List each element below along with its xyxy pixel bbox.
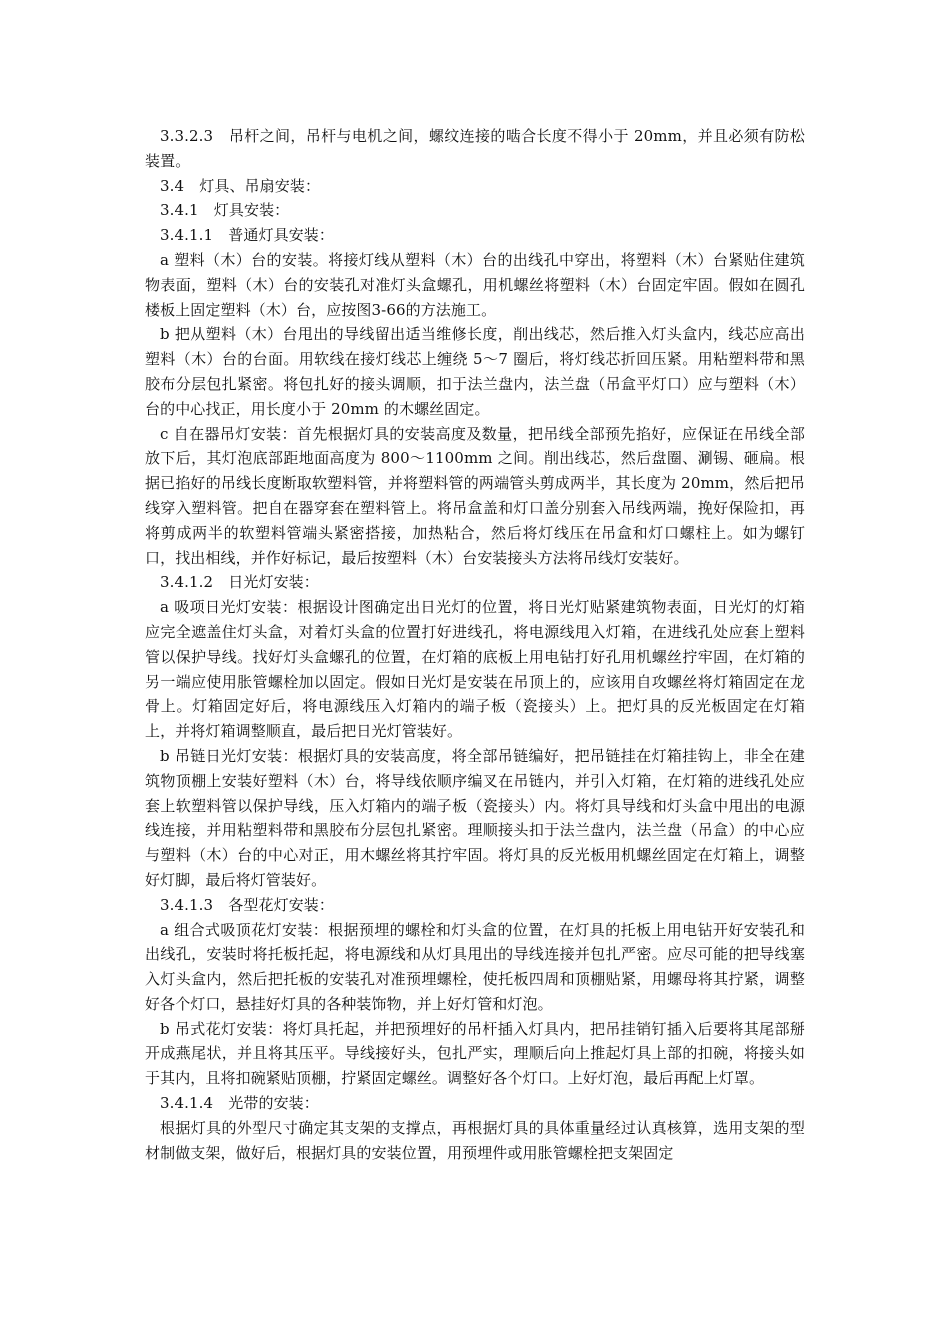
section-heading-3-4-1-4: 3.4.1.4 光带的安装： [160,1094,319,1113]
document-body [145,124,805,1165]
paragraph-3-4-1-2-b: b 吊链日光灯安装：根据灯具的安装高度，将全部吊链编好，把吊链挂在灯箱挂钩上，非全在建筑物顶棚上安装好塑料（木）台，将导线依顺序编叉在吊链内，并引入灯箱，在灯箱的进线孔处应套上软塑料管以保护导线，压入灯箱内的端子板（瓷接头）内。将灯具导线和灯头盒中甩出的电源线连接，并用粘塑料带和黑胶布分层包扎紧密。理顺接头扣于法兰盘内，法兰盘（吊盒）的中心应与塑料（木）台的中心对正，用木螺丝将其拧牢固。将灯具的反光板用机螺丝固定在灯箱上，调整好灯脚，最后将灯管装好。 [145,746,805,889]
section-heading-3-4-1: 3.4.1 灯具安装： [160,201,290,220]
section-heading-3-4-1-1: 3.4.1.1 普通灯具安装： [160,226,334,245]
paragraph-3-4-1-2-a: a 吸项日光灯安装：根据设计图确定出日光灯的位置，将日光灯贴紧建筑物表面，日光灯的灯箱应完全遮盖住灯头盒，对着灯头盒的位置打好进线孔，将电源线甩入灯箱，在进线孔处应套上塑料管以保护导线。找好灯头盒螺孔的位置，在灯箱的底板上用电钻打好孔用机螺丝拧牢固，在灯箱的另一端应使用胀管螺栓加以固定。假如日光灯是安装在吊顶上的，应该用自攻螺丝将灯箱固定在龙骨上。灯箱固定好后，将电源线压入灯箱内的端子板（瓷接头）上。把灯具的反光板固定在灯箱上，并将灯箱调整顺直，最后把日光灯管装好。 [145,598,805,741]
paragraph-3-4-1-1-b: b 把从塑料（木）台甩出的导线留出适当维修长度，削出线芯，然后推入灯头盒内，线芯应高出塑料（木）台的台面。用软线在接灯线芯上缠绕 5～7 圈后，将灯线芯折回压紧。用粘塑料带和黑胶布分层包扎紧密。将包扎好的接头调顺，扣于法兰盘内，法兰盘（吊盒平灯口）应与塑料（木）台的中心找正，用长度小于 20mm 的木螺丝固定。 [145,325,805,418]
paragraph-3-4-1-1-c: c 自在器吊灯安装：首先根据灯具的安装高度及数量，把吊线全部预先掐好，应保证在吊线全部放下后，其灯泡底部距地面高度为 800～1100mm 之间。削出线芯，然后盘圈、涮锡、砸扁。根据已掐好的吊线长度断取软塑料管，并将塑料管的两端管头剪成两半，其长度为 20mm，然后把吊线穿入塑料管。把自在器穿套在塑料管上。将吊盒盖和灯口盖分别套入吊线两端，挽好保险扣，再将剪成两半的软塑料管端头紧密搭接，加热粘合，然后将灯线压在吊盒和灯口螺柱上。如为螺钉口，找出相线，并作好标记，最后按塑料（木）台安装接头方法将吊线灯安装好。 [145,424,805,567]
section-heading-3-4-1-2: 3.4.1.2 日光灯安装： [160,573,319,592]
section-heading-3-4: 3.4 灯具、吊扇安装： [160,176,321,195]
paragraph-3-4-1-4: 根据灯具的外型尺寸确定其支架的支撑点，再根据灯具的具体重量经过认真核算，选用支架的型材制做支架，做好后，根据灯具的安装位置，用预埋件或用胀管螺栓把支架固定 [145,1118,805,1162]
paragraph-3-4-1-1-a: a 塑料（木）台的安装。将接灯线从塑料（木）台的出线孔中穿出，将塑料（木）台紧贴住建筑物表面，塑料（木）台的安装孔对准灯头盒螺孔，用机螺丝将塑料（木）台固定牢固。假如在圆孔楼板上固定塑料（木）台，应按图3-66的方法施工。 [145,250,805,319]
paragraph-3-4-1-3-a: a 组合式吸顶花灯安装：根据预埋的螺栓和灯头盒的位置，在灯具的托板上用电钻开好安装孔和出线孔，安装时将托板托起，将电源线和从灯具甩出的导线连接并包扎严密。应尽可能的把导线塞入灯头盒内，然后把托板的安装孔对准预埋螺栓，使托板四周和顶棚贴紧，用螺母将其拧紧，调整好各个灯口，悬挂好灯具的各种装饰物，并上好灯管和灯泡。 [145,920,805,1013]
clause-3-3-2-3: 3.3.2.3 吊杆之间，吊杆与电机之间，螺纹连接的啮合长度不得小于 20mm，并且必须有防松装置。 [145,127,805,170]
paragraph-3-4-1-3-b: b 吊式花灯安装：将灯具托起，并把预埋好的吊杆插入灯具内，把吊挂销钉插入后要将其尾部掰开成燕尾状，并且将其压平。导线接好头，包扎严实，理顺后向上推起灯具上部的扣碗，将接头如于其内，且将扣碗紧贴顶棚，拧紧固定螺丝。调整好各个灯口。上好灯泡，最后再配上灯罩。 [145,1019,805,1088]
section-heading-3-4-1-3: 3.4.1.3 各型花灯安装： [160,895,334,914]
